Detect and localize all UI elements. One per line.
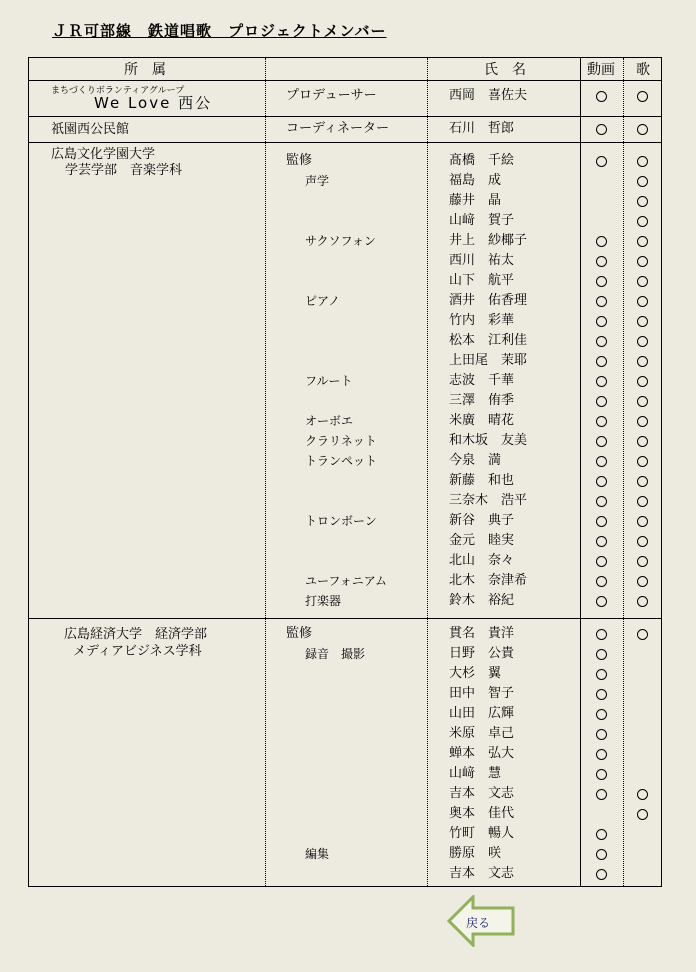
video-mark-icon	[596, 849, 607, 860]
video-mark-icon	[596, 376, 607, 387]
song-mark-icon	[637, 316, 648, 327]
video-mark-icon	[596, 749, 607, 760]
page-title: ＪＲ可部線 鉄道唱歌 プロジェクトメンバー	[52, 22, 387, 40]
song-mark-icon	[637, 156, 648, 167]
org-name: 広島文化学園大学	[51, 147, 156, 162]
member-name: 北山 奈々	[449, 553, 515, 568]
song-mark-icon	[637, 356, 648, 367]
song-mark-icon	[637, 196, 648, 207]
video-mark-icon	[596, 709, 607, 720]
video-mark-icon	[596, 416, 607, 427]
song-mark-icon	[637, 809, 648, 820]
header-org: 所 属	[124, 62, 166, 78]
section-divider	[29, 618, 661, 619]
member-name: 西川 祐太	[449, 253, 515, 268]
song-mark-icon	[637, 596, 648, 607]
song-mark-icon	[637, 436, 648, 447]
member-name: 髙橋 千絵	[449, 153, 515, 168]
header-name: 氏 名	[484, 62, 526, 78]
column-divider	[427, 58, 428, 886]
section-divider	[29, 116, 661, 117]
role-label: 声学	[305, 174, 330, 188]
song-mark-icon	[637, 296, 648, 307]
member-name: 今泉 満	[449, 453, 502, 468]
song-mark-icon	[637, 216, 648, 227]
video-mark-icon	[596, 669, 607, 680]
video-mark-icon	[596, 396, 607, 407]
video-mark-icon	[596, 689, 607, 700]
member-name: 三澤 侑季	[449, 393, 515, 408]
member-name: 井上 紗椰子	[449, 233, 528, 248]
member-name: 勝原 咲	[449, 846, 502, 861]
role-label: ピアノ	[305, 294, 341, 308]
video-mark-icon	[596, 256, 607, 267]
song-mark-icon	[637, 336, 648, 347]
member-name: 米原 卓己	[449, 726, 515, 741]
song-mark-icon	[637, 536, 648, 547]
video-mark-icon	[596, 556, 607, 567]
member-name: 奥本 佳代	[449, 806, 515, 821]
video-mark-icon	[596, 456, 607, 467]
video-mark-icon	[596, 496, 607, 507]
member-name: 新谷 典子	[449, 513, 515, 528]
video-mark-icon	[596, 236, 607, 247]
song-mark-icon	[637, 276, 648, 287]
video-mark-icon	[596, 276, 607, 287]
back-button[interactable]: 戻る	[466, 916, 491, 930]
member-name: 北木 奈津希	[449, 573, 528, 588]
org-name: メディアビジネス学科	[73, 644, 202, 659]
org-name: 祇園西公民館	[51, 122, 130, 137]
video-mark-icon	[596, 356, 607, 367]
role-label: トロンボーン	[305, 514, 377, 528]
song-mark-icon	[637, 576, 648, 587]
member-name: 山﨑 賀子	[449, 213, 515, 228]
video-mark-icon	[596, 829, 607, 840]
song-mark-icon	[637, 496, 648, 507]
member-name: 竹町 暢人	[449, 826, 515, 841]
song-mark-icon	[637, 416, 648, 427]
member-name: 金元 睦実	[449, 533, 515, 548]
role-label: クラリネット	[305, 434, 377, 448]
song-mark-icon	[637, 516, 648, 527]
song-mark-icon	[637, 476, 648, 487]
video-mark-icon	[596, 596, 607, 607]
role-label: 録音 撮影	[305, 647, 366, 661]
video-mark-icon	[596, 729, 607, 740]
role-label: サクソフォン	[305, 234, 376, 248]
song-mark-icon	[637, 124, 648, 135]
member-name: 上田尾 茉耶	[449, 353, 528, 368]
role-label: フルート	[305, 374, 353, 388]
member-name: 日野 公貴	[449, 646, 515, 661]
member-name: 田中 智子	[449, 686, 515, 701]
role-label: トランペット	[305, 454, 378, 468]
member-name: 竹内 彩華	[449, 313, 515, 328]
video-mark-icon	[596, 869, 607, 880]
member-name: 山田 広輝	[449, 706, 515, 721]
member-name: 石川 哲郎	[449, 121, 515, 136]
song-mark-icon	[637, 376, 648, 387]
member-name: 米廣 晴花	[449, 413, 515, 428]
video-mark-icon	[596, 629, 607, 640]
video-mark-icon	[596, 316, 607, 327]
video-mark-icon	[596, 336, 607, 347]
member-name: 蝉本 弘大	[449, 746, 515, 761]
role-label: 編集	[305, 847, 330, 861]
video-mark-icon	[596, 516, 607, 527]
song-mark-icon	[637, 236, 648, 247]
member-name: 藤井 晶	[449, 193, 502, 208]
member-name: 鈴木 裕紀	[449, 593, 515, 608]
video-mark-icon	[596, 436, 607, 447]
member-name: 新藤 和也	[449, 473, 515, 488]
song-mark-icon	[637, 176, 648, 187]
video-mark-icon	[596, 789, 607, 800]
header-video: 動画	[587, 62, 615, 78]
song-mark-icon	[637, 256, 648, 267]
section-divider	[29, 142, 661, 143]
member-name: 山﨑 慧	[449, 766, 502, 781]
video-mark-icon	[596, 536, 607, 547]
video-mark-icon	[596, 576, 607, 587]
member-name: 大杉 翼	[449, 666, 502, 681]
video-mark-icon	[596, 156, 607, 167]
song-mark-icon	[637, 396, 648, 407]
video-mark-icon	[596, 296, 607, 307]
role-label: ユーフォニアム	[305, 574, 387, 588]
member-name: 福島 成	[449, 173, 502, 188]
member-name: 三奈木 浩平	[449, 493, 528, 508]
song-mark-icon	[637, 456, 648, 467]
role-label: プロデューサー	[286, 88, 377, 103]
role-label: オーボエ	[305, 414, 354, 428]
song-mark-icon	[637, 91, 648, 102]
song-mark-icon	[637, 629, 648, 640]
role-label: 打楽器	[305, 594, 342, 608]
member-name: 和木坂 友美	[449, 433, 528, 448]
member-name: 吉本 文志	[449, 786, 515, 801]
role-label: コーディネーター	[286, 121, 389, 136]
org-name: 広島経済大学 経済学部	[64, 627, 208, 642]
video-mark-icon	[596, 476, 607, 487]
column-divider	[580, 58, 581, 886]
member-name: 松本 江利佳	[449, 333, 528, 348]
header-divider	[29, 80, 661, 81]
header-song: 歌	[636, 62, 650, 78]
video-mark-icon	[596, 91, 607, 102]
org-name: 学芸学部 音楽学科	[65, 163, 183, 178]
member-name: 吉本 文志	[449, 866, 515, 881]
member-name: 酒井 佑香理	[449, 293, 528, 308]
role-label: 監修	[286, 626, 313, 641]
song-mark-icon	[637, 789, 648, 800]
video-mark-icon	[596, 649, 607, 660]
member-name: 貫名 貴洋	[449, 626, 515, 641]
member-table	[28, 57, 662, 887]
video-mark-icon	[596, 124, 607, 135]
member-name: 西岡 喜佐夫	[449, 88, 528, 103]
member-name: 山下 航平	[449, 273, 515, 288]
song-mark-icon	[637, 556, 648, 567]
member-name: 志波 千華	[449, 373, 515, 388]
column-divider	[623, 58, 624, 886]
org-name: We Love 西公	[94, 94, 213, 112]
org-subtitle: まちづくりボランティアグループ	[51, 86, 185, 96]
column-divider	[265, 58, 266, 886]
role-label: 監修	[286, 153, 313, 168]
video-mark-icon	[596, 769, 607, 780]
